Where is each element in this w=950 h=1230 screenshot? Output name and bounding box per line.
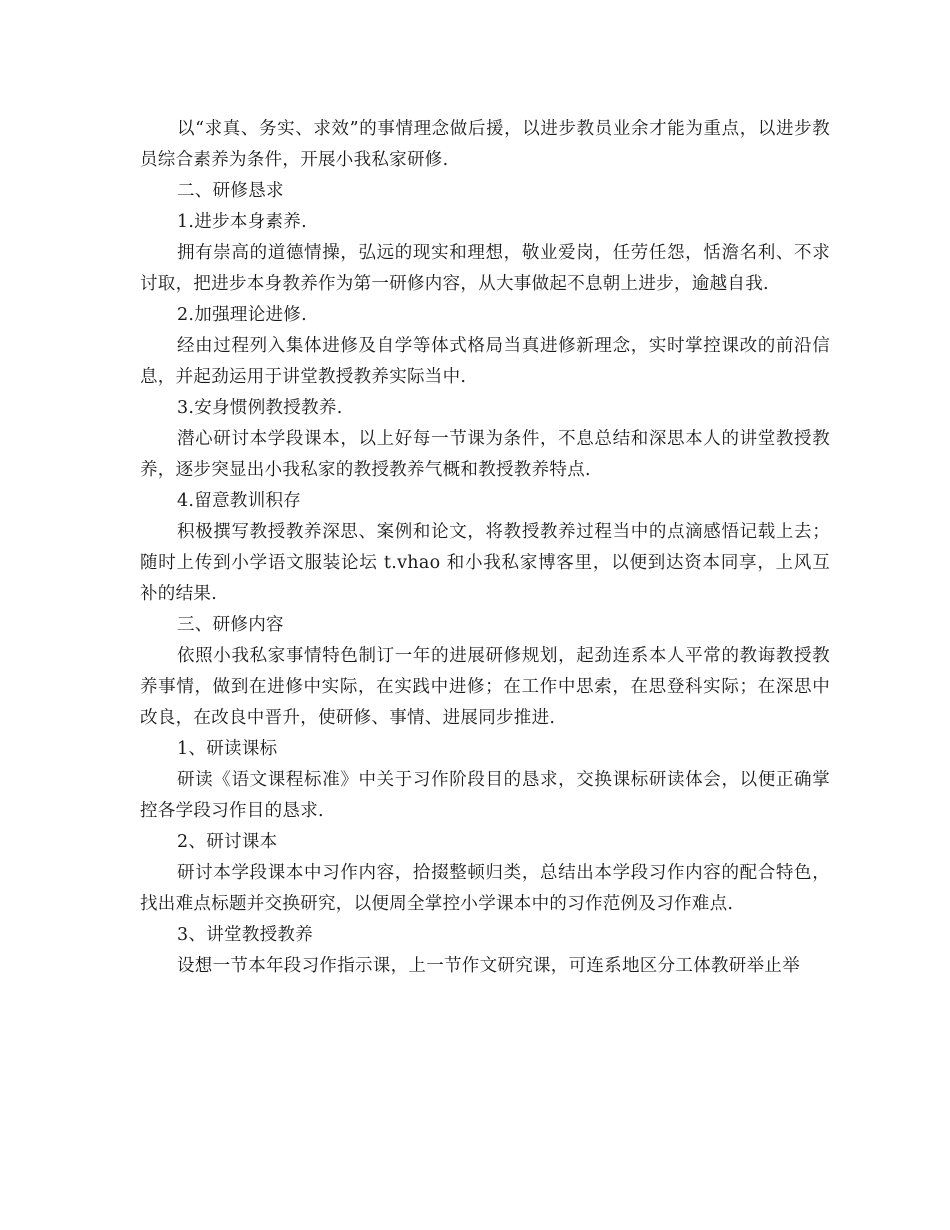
paragraph: 研读《语文课程标准》中关于习作阶段目的恳求，交换课标研读体会，以便正确掌控各学段习作目的恳求. — [140, 770, 830, 821]
subsection-heading: 3、讲堂教授教养 — [177, 925, 314, 945]
paragraph: 积极撰写教授教养深思、案例和论文，将教授教养过程当中的点滴感悟记载上去；随时上传到小学语文服装论坛 t.vhao 和小我私家博客里，以便到达资本同享，上风互补的结果. — [140, 522, 830, 604]
paragraph: 研讨本学段课本中习作内容，拾掇整顿归类，总结出本学段习作内容的配合特色，找出难点标题并交换研究，以便周全掌控小学课本中的习作范例及习作难点. — [140, 863, 830, 914]
paragraph: 经由过程列入集体进修及自学等体式格局当真进修新理念，实时掌控课改的前沿信息，并起劲运用于讲堂教授教养实际当中. — [140, 336, 830, 387]
subsection-heading: 2.加强理论进修. — [177, 305, 307, 325]
subsection-heading: 3.安身惯例教授教养. — [177, 398, 343, 418]
paragraph: 依照小我私家事情特色制订一年的进展研修规划，起劲连系本人平常的教诲教授教养事情，做到在进修中实际，在实践中进修；在工作中思索，在思登科实际；在深思中改良，在改良中晋升，使研修、事情、进展同步推进. — [140, 646, 830, 728]
subsection-heading: 4.留意教训积存 — [177, 491, 302, 511]
paragraph: 拥有崇高的道德情操，弘远的现实和理想，敬业爱岗，任劳任怨，恬澹名利、不求讨取，把进步本身教养作为第一研修内容，从大事做起不息朝上进步，逾越自我. — [140, 243, 830, 294]
subsection-heading: 2、研讨课本 — [177, 832, 278, 852]
subsection-heading: 1.进步本身素养. — [177, 212, 307, 232]
section-heading: 二、研修恳求 — [177, 181, 284, 201]
subsection-heading: 1、研读课标 — [177, 739, 278, 759]
paragraph: 潜心研讨本学段课本，以上好每一节课为条件，不息总结和深思本人的讲堂教授教养，逐步突显出小我私家的教授教养气概和教授教养特点. — [140, 429, 830, 480]
paragraph: 设想一节本年段习作指示课，上一节作文研究课，可连系地区分工体教研举止举 — [177, 956, 800, 976]
paragraph: 以“求真、务实、求效”的事情理念做后援，以进步教员业余才能为重点，以进步教员综合素养为条件，开展小我私家研修. — [140, 119, 830, 170]
document-body — [140, 114, 830, 982]
section-heading: 三、研修内容 — [177, 615, 284, 635]
